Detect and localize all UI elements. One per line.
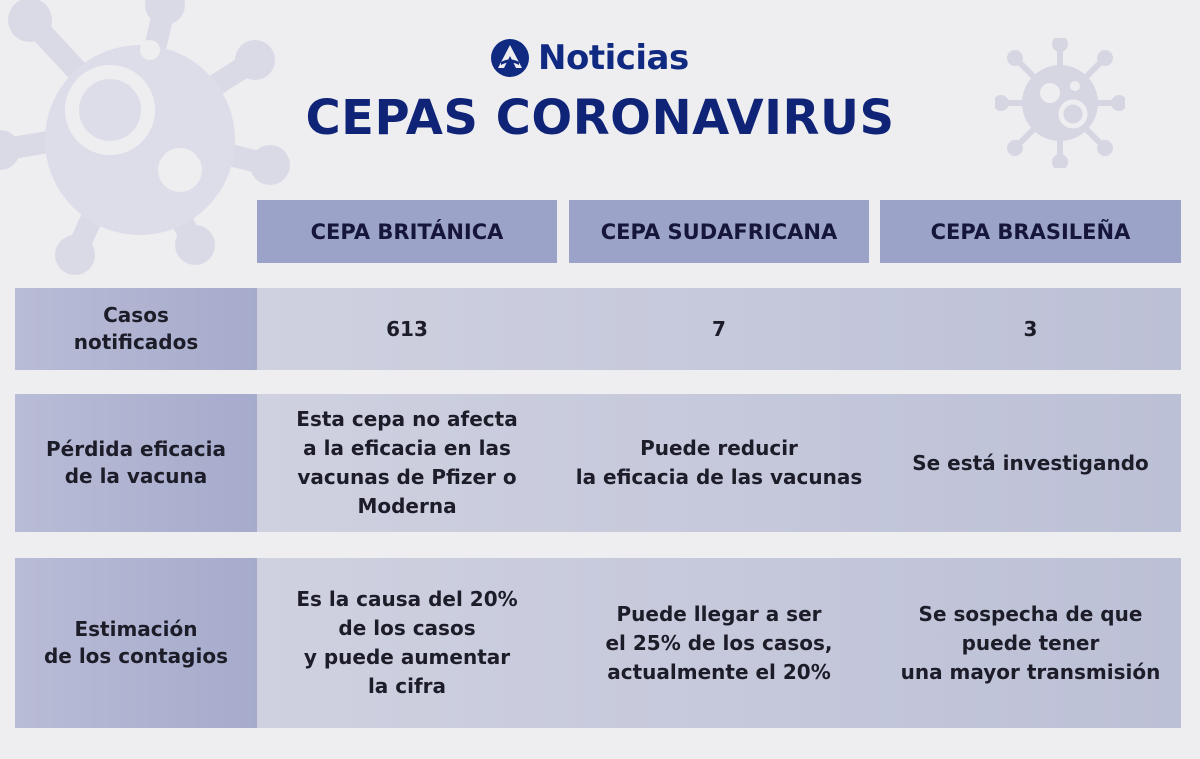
column-header-britanica: CEPA BRITÁNICA <box>257 200 557 263</box>
cell-eficacia-brasilena: Se está investigando <box>912 450 1149 475</box>
cell-casos-sudafricana: 7 <box>712 316 726 341</box>
page-title: CEPAS CORONAVIRUS <box>305 90 895 146</box>
cell-casos-brasilena: 3 <box>1023 316 1038 341</box>
table-row <box>15 558 1181 728</box>
column-header-brasilena: CEPA BRASILEÑA <box>880 200 1181 263</box>
cell-eficacia-sudafricana: Puede reducir la eficacia de las vacunas <box>575 436 863 489</box>
column-header-sudafricana: CEPA SUDAFRICANA <box>569 200 869 263</box>
cell-eficacia-britanica: Esta cepa no afecta a la eficacia en las vacunas de Pfizer o Moderna <box>296 407 518 518</box>
cell-contagios-sudafricana: Puede llegar a ser el 25% de los casos, actualmente el 20% <box>605 601 833 684</box>
row-body <box>257 288 1181 370</box>
table-row <box>15 288 1181 370</box>
table-row <box>15 394 1181 532</box>
row-label-contagios: Estimación de los contagios <box>15 558 257 728</box>
cell-casos-britanica: 613 <box>386 316 428 341</box>
brand-name: Noticias <box>538 38 689 78</box>
row-body <box>257 558 1181 728</box>
antena3-logo-icon <box>490 38 530 78</box>
cell-contagios-brasilena: Se sospecha de que puede tener una mayor transmisión <box>900 601 1161 684</box>
row-label-casos: Casos notificados <box>15 288 257 370</box>
cell-contagios-britanica: Es la causa del 20% de los casos y puede aumentar la cifra <box>296 587 518 698</box>
row-body <box>257 394 1181 532</box>
row-label-eficacia: Pérdida eficacia de la vacuna <box>15 394 257 532</box>
brand-logo <box>490 36 689 80</box>
